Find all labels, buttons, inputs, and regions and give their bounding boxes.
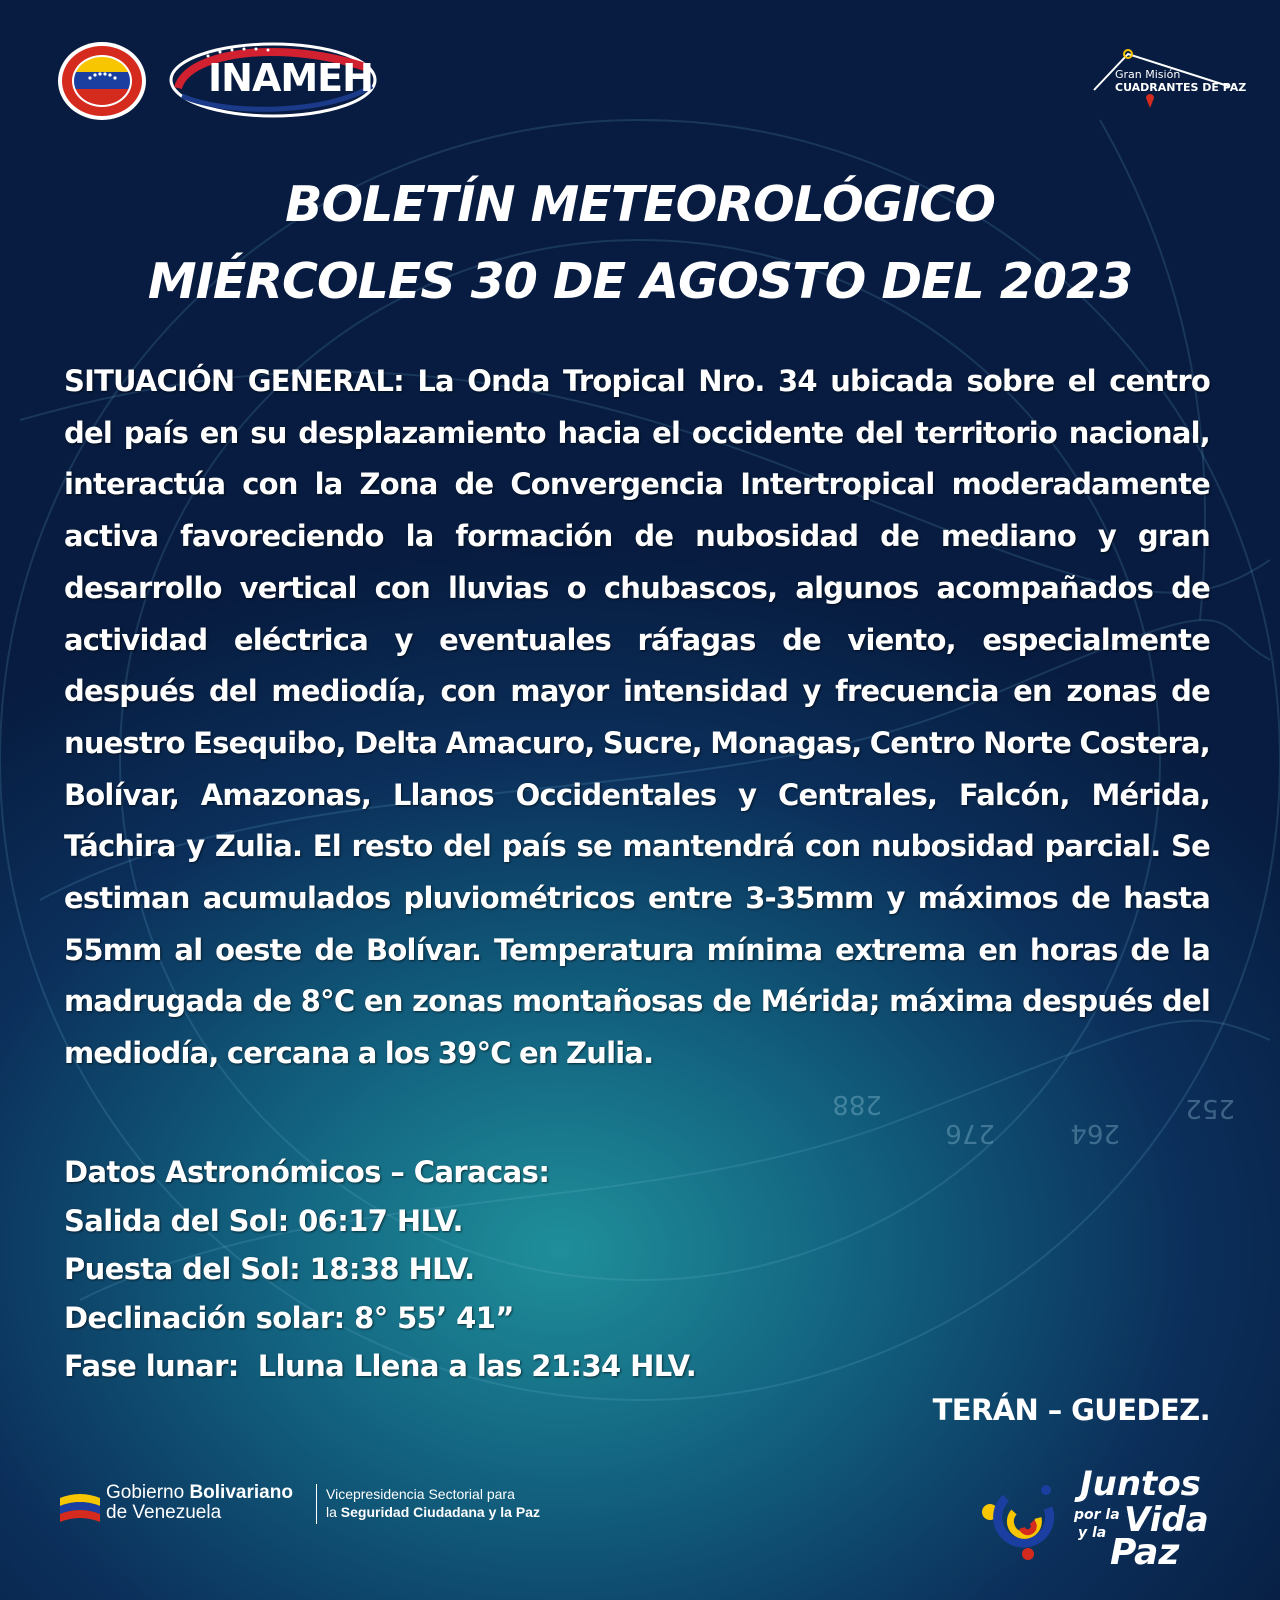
y-la-word: y la [1078, 1525, 1107, 1541]
footer-divider [316, 1484, 317, 1524]
sunrise-text: Salida del Sol: 06:17 HLV. [64, 1203, 463, 1238]
solar-declination-text: Declinación solar: 8° 55’ 41” [64, 1300, 514, 1335]
vice-line2-regular: la [326, 1504, 341, 1520]
gobierno-bolivariano-text [106, 1483, 293, 1523]
sunset-text: Puesta del Sol: 18:38 HLV. [64, 1252, 475, 1286]
situation-label: SITUACIÓN GENERAL: [64, 364, 404, 398]
paz-word: Paz [1110, 1532, 1180, 1573]
astronomical-data [64, 1148, 964, 1391]
general-situation-paragraph [64, 356, 1210, 1080]
bg-number: 252 [1185, 1093, 1235, 1123]
bulletin-date: MIÉRCOLES 30 DE AGOSTO DEL 2023 [147, 253, 1133, 310]
signature: TERÁN – GUEDEZ. [932, 1393, 1210, 1427]
venezuela-flag-icon [58, 1488, 102, 1524]
inameh-logo-text: INAMEH [208, 56, 373, 100]
juntos-por-la-vida-logo [1074, 1464, 1224, 1584]
bg-number: 264 [1070, 1118, 1120, 1148]
cuadrantes-line2: CUADRANTES DE PAZ [1115, 81, 1247, 94]
vicepresidencia-text [326, 1485, 540, 1521]
bg-number: 288 [832, 1089, 882, 1119]
gov-line2: de Venezuela [106, 1502, 222, 1523]
juntos-word: Juntos [1080, 1464, 1201, 1504]
bg-number: 276 [945, 1118, 995, 1148]
situation-text: La Onda Tropical Nro. 34 ubicada sobre el centro del país en su desplazamiento hacia el occidente del territorio nacional, interactúa con la Zona de Convergencia Intertropical moderadamente activa favoreciendo la formación de nubosidad de mediano y gran desarrollo vertical con lluvias o chubascos, algunos acompañados de actividad eléctrica y eventuales ráfagas de viento, especialmente después del mediodía, con mayor intensidad y frecuencia en zonas de nuestro Esequibo, Delta Amacuro, Sucre, Monagas, Centro Norte Costera, Bolívar, Amazonas, Llanos Occidentales y Centrales, Falcón, Mérida, Táchira y Zulia. El resto del país se mantendrá con nubosidad parcial. Se estiman acumulados pluviométricos entre 3-35mm y máximos de hasta 55mm al oeste de Bolívar. Temperatura mínima extrema en horas de la madrugada de 8°C en zonas montañosas de Mérida; máxima después del mediodía, cercana a los 39°C en Zulia. [64, 364, 1210, 1071]
por-la-word: por la [1074, 1507, 1120, 1523]
vice-line2-bold: Seguridad Ciudadana y la Paz [340, 1504, 540, 1520]
bulletin-title: BOLETÍN METEOROLÓGICO [285, 176, 995, 233]
gov-line1-bold: Bolivariano [189, 1482, 293, 1503]
astro-heading: Datos Astronómicos – Caracas: [64, 1155, 550, 1189]
vice-line1: Vicepresidencia Sectorial para [326, 1486, 515, 1502]
ministry-seal-icon [56, 40, 148, 122]
vida-word: Vida [1124, 1500, 1209, 1540]
juntos-emblem-icon [976, 1478, 1062, 1564]
gov-line1-regular: Gobierno [106, 1482, 190, 1503]
cuadrantes-line1: Gran Misión [1115, 68, 1181, 81]
moon-phase-text: Fase lunar: Lluna Llena a las 21:34 HLV. [64, 1349, 697, 1383]
